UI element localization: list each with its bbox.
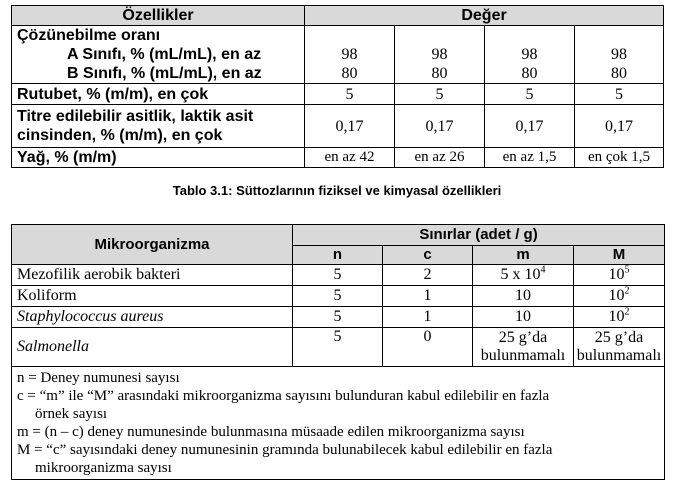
header-M: M	[574, 246, 665, 265]
header-c: c	[383, 246, 473, 265]
fat-value: en az 42	[305, 148, 395, 168]
table-caption: Tablo 3.1: Süttozlarının fiziksel ve kimyasal özellikleri	[172, 183, 502, 198]
class-b-label: B Sınıfı, % (mL/mL), en az	[67, 65, 262, 82]
solubility-row	[12, 26, 664, 84]
moisture-value: 5	[485, 84, 575, 105]
note-M: M = “c” sayısındaki deney numunesinin gramında bulunabilecek kabul edilebilir en fazla mikroorganizma sayısı	[17, 442, 553, 476]
M-value: $10^2$	[574, 286, 665, 307]
solubility-value: 98 80	[485, 26, 575, 84]
c-value: 1	[383, 286, 473, 307]
solubility-value: 98 80	[395, 26, 485, 84]
m-value: 5 x $10^4$	[473, 265, 574, 286]
header-microorganism: Mikroorganizma	[12, 225, 293, 265]
c-value: 0	[383, 328, 473, 367]
c-value: 2	[383, 265, 473, 286]
solubility-title: Çözünebilme oranı	[17, 27, 161, 44]
micro-header-row-1	[12, 225, 665, 246]
moisture-value: 5	[575, 84, 664, 105]
acidity-value: 0,17	[395, 105, 485, 148]
header-n: n	[293, 246, 383, 265]
properties-table	[11, 5, 664, 168]
note-m: m = (n – c) deney numunesinde bulunmasına müsaade edilen mikroorganizma sayısı	[17, 424, 525, 440]
acidity-label-line2: cinsinden, % (m/m), en çok	[17, 127, 223, 144]
fat-row	[12, 148, 664, 168]
organism-name: Koliform	[12, 286, 293, 307]
acidity-value: 0,17	[305, 105, 395, 148]
header-value: Değer	[305, 6, 664, 26]
notes-row	[12, 367, 665, 480]
note-c: c = “m” ile “M” arasındaki mikroorganizma sayısını bulunduran kabul edilebilir en fazla örnek sayısı	[17, 388, 550, 422]
organism-name: Staphylococcus aureus	[12, 307, 293, 328]
table-row	[12, 286, 665, 307]
note-n: n = Deney numunesi sayısı	[17, 370, 180, 386]
moisture-value: 5	[395, 84, 485, 105]
header-features: Özellikler	[12, 6, 305, 26]
table-row	[12, 328, 665, 367]
acidity-row	[12, 105, 664, 148]
table-row	[12, 265, 665, 286]
header-limits: Sınırlar (adet / g)	[293, 225, 665, 246]
n-value: 5	[293, 265, 383, 286]
header-m: m	[473, 246, 574, 265]
notes-cell	[12, 367, 665, 480]
c-value: 1	[383, 307, 473, 328]
organism-name: Salmonella	[12, 328, 293, 367]
m-value: 10	[473, 307, 574, 328]
M-value: 25 g’da bulunmamalı	[574, 328, 665, 367]
moisture-label: Rutubet, % (m/m), en çok	[12, 84, 305, 105]
n-value: 5	[293, 328, 383, 367]
acidity-value: 0,17	[485, 105, 575, 148]
acidity-label-line1: Titre edilebilir asitlik, laktik asit	[17, 108, 254, 125]
fat-value: en çok 1,5	[575, 148, 664, 168]
M-value: $10^5$	[574, 265, 665, 286]
class-a-label: A Sınıfı, % (mL/mL), en az	[67, 46, 262, 63]
solubility-label	[12, 26, 305, 84]
n-value: 5	[293, 307, 383, 328]
organism-name: Mezofilik aerobik bakteri	[12, 265, 293, 286]
acidity-value: 0,17	[575, 105, 664, 148]
fat-value: en az 1,5	[485, 148, 575, 168]
table-row	[12, 307, 665, 328]
solubility-value: 98 80	[305, 26, 395, 84]
microbiology-table	[11, 224, 665, 480]
acidity-label	[12, 105, 305, 148]
m-value: 25 g’da bulunmamalı	[473, 328, 574, 367]
moisture-row	[12, 84, 664, 105]
M-value: $10^2$	[574, 307, 665, 328]
moisture-value: 5	[305, 84, 395, 105]
fat-label: Yağ, % (m/m)	[12, 148, 305, 168]
properties-header-row	[12, 6, 664, 26]
m-value: 10	[473, 286, 574, 307]
solubility-value: 98 80	[575, 26, 664, 84]
n-value: 5	[293, 286, 383, 307]
fat-value: en az 26	[395, 148, 485, 168]
